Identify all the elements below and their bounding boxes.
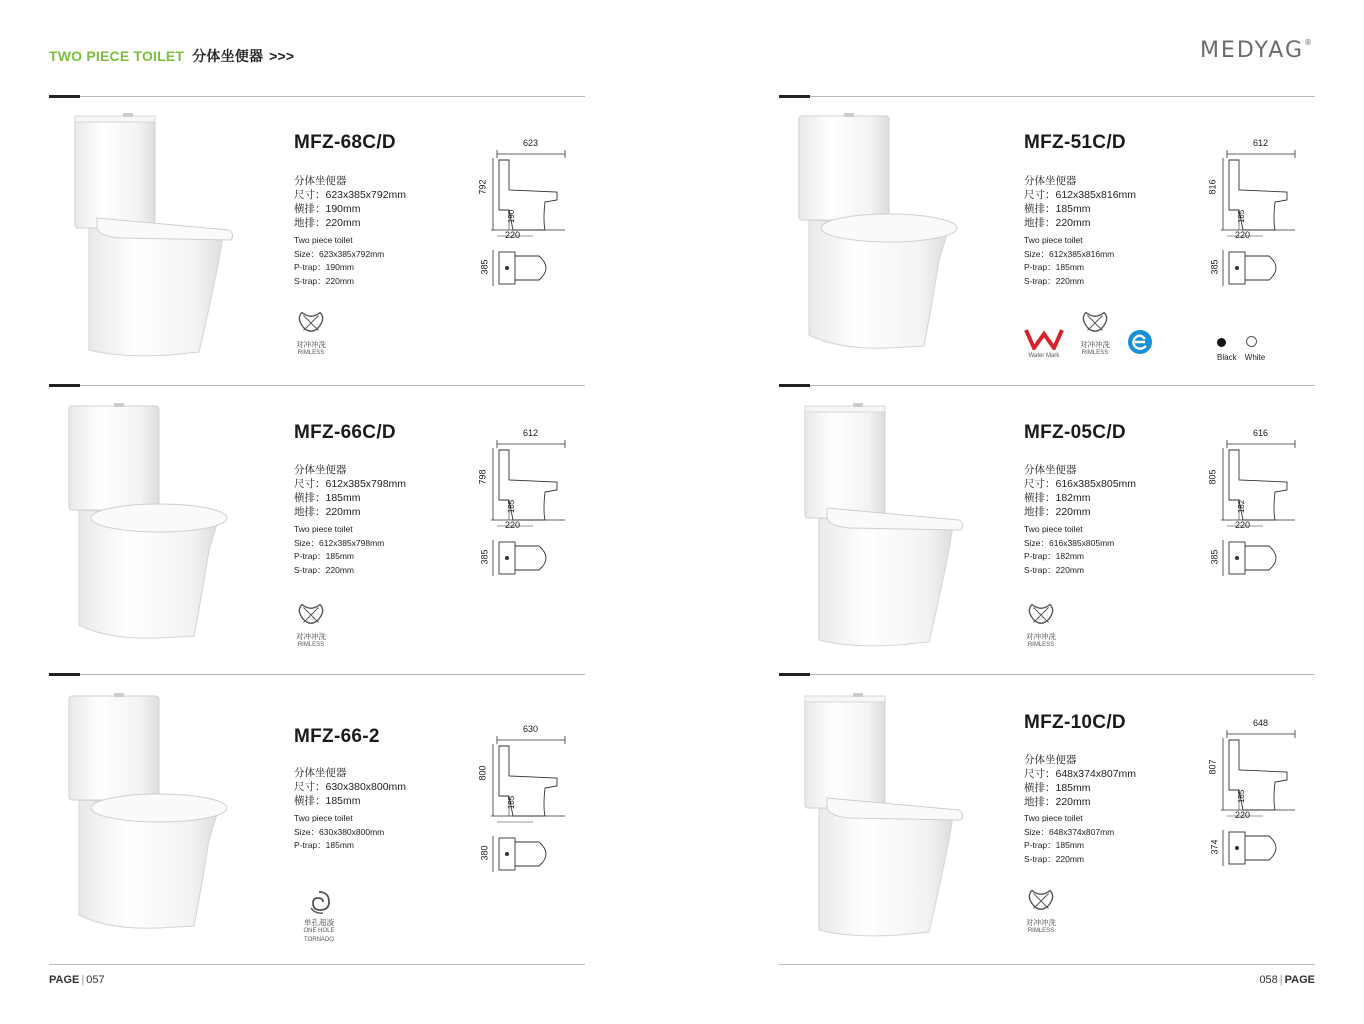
spec-line: P-trap：185mm [1024, 262, 1084, 272]
spec-line: 分体坐便器 [1024, 754, 1077, 766]
badge-en: RIMLESS [297, 350, 325, 356]
spec-line: 分体坐便器 [294, 767, 347, 779]
spec-line: 分体坐便器 [1024, 464, 1077, 476]
dim-width: 648 [1253, 718, 1269, 728]
dim-height: 807 [1207, 759, 1218, 775]
badge-cn: 单孔超漩 [304, 918, 334, 927]
title-en: TWO PIECE TOILET [49, 48, 185, 64]
technical-drawing [477, 716, 569, 876]
divider [779, 964, 1315, 965]
divider [779, 674, 1315, 675]
brand-name: MEDYAG [1199, 38, 1304, 63]
product-card [779, 110, 1315, 380]
drawing-lines [487, 420, 569, 580]
product-photo [59, 110, 239, 370]
spec-line: 分体坐便器 [1024, 175, 1077, 187]
dim-width: 612 [1253, 138, 1269, 148]
spec-line: Two piece toilet [294, 524, 353, 534]
swatch-white [1246, 336, 1257, 347]
cn-specs [294, 766, 406, 808]
dim-ptrap: 182 [1237, 499, 1247, 514]
spec-line: 横排：182mm [1024, 492, 1091, 504]
technical-drawing [477, 130, 569, 290]
divider [49, 96, 585, 97]
spec-line: Size：612x385x798mm [294, 537, 385, 548]
en-specs [294, 523, 384, 577]
page-num: 058 [1259, 974, 1278, 986]
e-certification-icon [1126, 328, 1154, 356]
swatch-label: White [1244, 353, 1266, 362]
product-card [49, 110, 585, 380]
spec-line: S-trap：220mm [294, 564, 354, 575]
spec-line: Size：612x385x816mm [1024, 248, 1115, 259]
badge-en: RIMLESS [1081, 350, 1109, 356]
badge-en: RIMLESS [1027, 928, 1055, 934]
divider [49, 674, 585, 675]
drawing-lines [1217, 420, 1299, 580]
dim-width: 612 [523, 428, 539, 438]
rimless-icon [1080, 308, 1110, 338]
product-photo [789, 400, 969, 660]
rimless-badge [1021, 600, 1061, 650]
dim-height: 816 [1207, 179, 1218, 195]
en-specs [294, 812, 384, 853]
spec-line: 地排：220mm [1024, 796, 1091, 808]
dim-depth: 385 [479, 549, 490, 565]
spec-line: 尺寸：616x385x805mm [1024, 478, 1137, 490]
divider [49, 385, 585, 386]
page-header-title [49, 46, 294, 66]
rimless-icon [1026, 886, 1056, 916]
watermark-icon [1024, 328, 1064, 350]
rimless-badge [291, 600, 331, 650]
badge-cn: 对冲冲洗 [1080, 340, 1110, 349]
dim-ptrap: 185 [1237, 789, 1247, 804]
page-label: PAGE [1284, 974, 1315, 986]
color-swatches [1217, 336, 1265, 362]
technical-drawing [1207, 420, 1299, 580]
product-card [49, 400, 585, 670]
technical-drawing [1207, 710, 1299, 870]
badge-en: RIMLESS [297, 642, 325, 648]
spec-line: P-trap：182mm [1024, 551, 1084, 561]
drawing-lines [487, 130, 569, 290]
spec-line: P-trap：185mm [1024, 840, 1084, 850]
spec-line: 地排：220mm [294, 506, 361, 518]
spec-line: P-trap：185mm [294, 840, 354, 850]
product-photo [789, 110, 969, 370]
page-label: PAGE [49, 974, 80, 986]
en-specs [1024, 523, 1114, 577]
dim-height: 800 [477, 765, 488, 781]
swatch-label: Black [1217, 353, 1237, 362]
dim-strap: 220 [1235, 520, 1251, 530]
spec-line: Two piece toilet [294, 235, 353, 245]
cn-specs [1024, 463, 1136, 519]
spec-line: S-trap：220mm [1024, 564, 1084, 575]
cn-specs [294, 463, 406, 519]
dim-ptrap: 190 [507, 209, 517, 224]
dim-depth: 385 [1209, 549, 1220, 565]
spec-line: 分体坐便器 [294, 175, 347, 187]
badge-en: Water Mark [1028, 353, 1060, 359]
rimless-icon [296, 600, 326, 630]
en-specs [1024, 234, 1114, 288]
rimless-badge [291, 308, 331, 358]
page-sep: | [81, 974, 85, 986]
page-sep: | [1279, 974, 1283, 986]
page-number-right [1259, 974, 1315, 986]
dim-ptrap: 185 [507, 499, 517, 514]
spec-line: Two piece toilet [1024, 235, 1083, 245]
dim-depth: 385 [1209, 259, 1220, 275]
dim-strap: 220 [1235, 230, 1251, 240]
spec-line: Size：648x374x807mm [1024, 826, 1115, 837]
tornado-badge [289, 888, 349, 945]
product-card [779, 690, 1315, 960]
spec-line: 尺寸：648x374x807mm [1024, 768, 1137, 780]
dim-height: 792 [477, 179, 488, 195]
model-number: MFZ-66-2 [294, 726, 380, 747]
rimless-icon [1026, 600, 1056, 630]
spec-line: Size：630x380x800mm [294, 826, 385, 837]
dim-width: 630 [523, 724, 539, 734]
dim-height: 798 [477, 469, 488, 485]
spec-line: 尺寸：612x385x798mm [294, 478, 407, 490]
spec-line: Two piece toilet [1024, 813, 1083, 823]
model-number: MFZ-51C/D [1024, 132, 1126, 153]
spec-line: 横排：185mm [1024, 203, 1091, 215]
spec-line: 横排：185mm [294, 795, 361, 807]
spec-line: S-trap：220mm [294, 275, 354, 286]
dim-strap: 220 [1235, 810, 1251, 820]
spec-line: Size：616x385x805mm [1024, 537, 1115, 548]
spec-line: 尺寸：623x385x792mm [294, 189, 407, 201]
badge-cn: 对冲冲洗 [296, 340, 326, 349]
drawing-lines [1217, 710, 1299, 870]
watermark-badge [1021, 328, 1067, 361]
spec-line: P-trap：190mm [294, 262, 354, 272]
product-card [49, 690, 585, 960]
spec-line: S-trap：220mm [1024, 275, 1084, 286]
product-photo [789, 690, 969, 950]
spec-line: Two piece toilet [1024, 524, 1083, 534]
spec-line: 地排：220mm [1024, 217, 1091, 229]
dim-depth: 380 [479, 845, 490, 861]
spec-line: 地排：220mm [1024, 506, 1091, 518]
cn-specs [294, 174, 406, 230]
technical-drawing [477, 420, 569, 580]
dim-ptrap: 185 [507, 795, 517, 810]
model-number: MFZ-05C/D [1024, 422, 1126, 443]
spec-line: P-trap：185mm [294, 551, 354, 561]
title-arrows: >>> [269, 48, 295, 64]
rimless-badge [1075, 308, 1115, 358]
dim-strap: 220 [505, 520, 521, 530]
certification-badge [1125, 328, 1155, 358]
model-number: MFZ-68C/D [294, 132, 396, 153]
divider [779, 385, 1315, 386]
spec-line: Size：623x385x792mm [294, 248, 385, 259]
page-number-left [49, 974, 105, 986]
badge-cn: 对冲冲洗 [1026, 632, 1056, 641]
product-card [779, 400, 1315, 670]
dim-height: 805 [1207, 469, 1218, 485]
dim-width: 616 [1253, 428, 1269, 438]
spec-line: Two piece toilet [294, 813, 353, 823]
title-cn: 分体坐便器 [192, 48, 264, 64]
spec-line: 横排：185mm [294, 492, 361, 504]
badge-en: ONE HOLE TORNADO [303, 928, 335, 943]
dim-depth: 374 [1209, 839, 1220, 855]
spec-line: 尺寸：630x380x800mm [294, 781, 407, 793]
dim-ptrap: 185 [1237, 209, 1247, 224]
model-number: MFZ-10C/D [1024, 712, 1126, 733]
dim-width: 623 [523, 138, 539, 148]
spec-line: S-trap：220mm [1024, 853, 1084, 864]
model-number: MFZ-66C/D [294, 422, 396, 443]
drawing-lines [487, 716, 569, 876]
drawing-lines [1217, 130, 1299, 290]
en-specs [1024, 812, 1114, 866]
spec-line: 尺寸：612x385x816mm [1024, 189, 1137, 201]
dim-strap: 220 [505, 230, 521, 240]
spec-line: 横排：190mm [294, 203, 361, 215]
tornado-icon [305, 888, 333, 916]
brand-logo [1200, 38, 1314, 63]
product-photo [59, 690, 239, 950]
badge-cn: 对冲冲洗 [296, 632, 326, 641]
en-specs [294, 234, 384, 288]
page-num: 057 [86, 974, 105, 986]
cn-specs [1024, 174, 1136, 230]
divider [49, 964, 585, 965]
technical-drawing [1207, 130, 1299, 290]
spec-line: 地排：220mm [294, 217, 361, 229]
rimless-icon [296, 308, 326, 338]
badge-en: RIMLESS [1027, 642, 1055, 648]
badge-cn: 对冲冲洗 [1026, 918, 1056, 927]
spec-line: 分体坐便器 [294, 464, 347, 476]
product-photo [59, 400, 239, 660]
cn-specs [1024, 753, 1136, 809]
rimless-badge [1021, 886, 1061, 936]
brand-mark: ® [1304, 38, 1314, 47]
divider [779, 96, 1315, 97]
dim-depth: 385 [479, 259, 490, 275]
spec-line: 横排：185mm [1024, 782, 1091, 794]
swatch-black [1217, 338, 1226, 347]
